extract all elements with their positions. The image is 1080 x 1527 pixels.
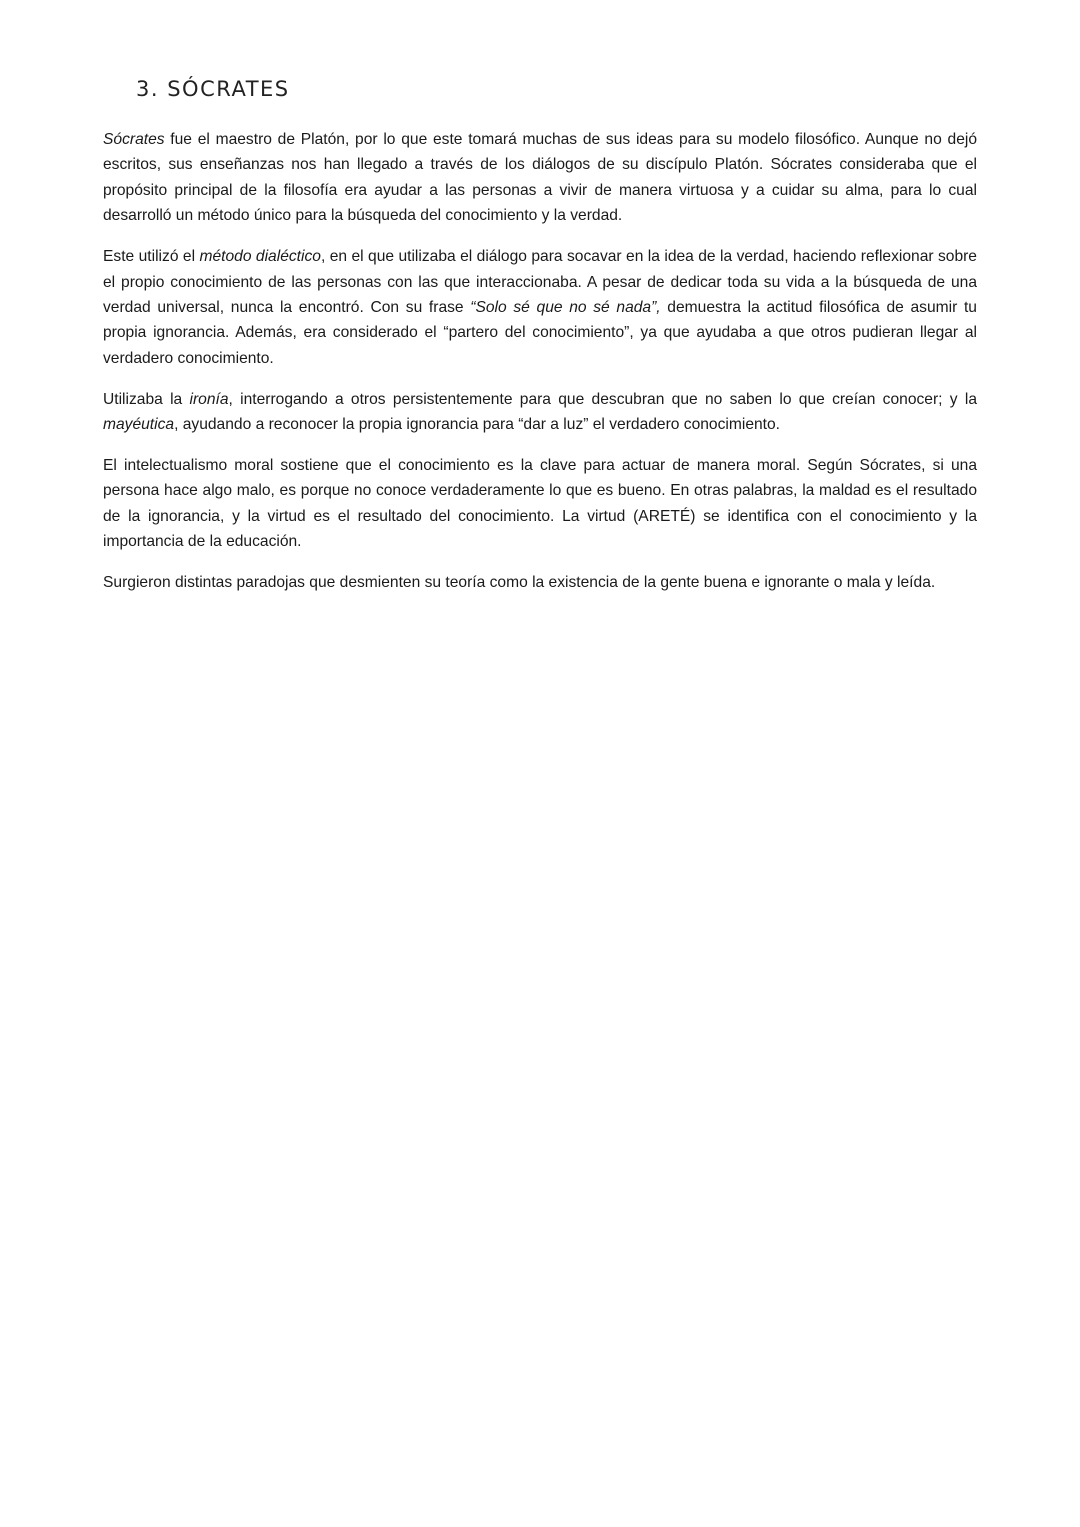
text-run: , en el que utilizaba el diálogo para socavar en la idea de la verdad, haciendo reflexionar sobre el propio conocimiento de las personas con las que interaccionaba. A pesar de dedicar toda su vida a la búsqueda de una verdad universal, nunca la encontró. Con su frase (103, 248, 977, 316)
paragraph (103, 570, 977, 595)
italic-text: Sócrates (103, 131, 165, 148)
paragraph (103, 453, 977, 555)
text-run: Surgieron distintas paradojas que desmienten su teoría como la existencia de la gente buena e ignorante o mala y leída. (103, 574, 936, 592)
italic-text: “Solo sé que no sé nada”, (470, 298, 661, 316)
text-run: , interrogando a otros persistentemente para que descubran que no saben lo que creían conocer; y la (228, 390, 977, 408)
paragraph (103, 244, 977, 371)
text-run: El intelectualismo moral sostiene que el conocimiento es la clave para actuar de manera moral. Según Sócrates, si una persona hace algo malo, es porque no conoce verdaderamente lo que es bueno. En otras palabras, la maldad es el resultado de la ignorancia, y la virtud es el resultado del conocimiento. La virtud (ARETÉ) se identifica con el conocimiento y la importancia de la educación. (103, 456, 977, 551)
paragraph (103, 387, 977, 438)
italic-text: método dialéctico (199, 248, 321, 266)
text-run: demuestra la actitud filosófica de asumir tu propia ignorancia. Además, era considerado el “partero del conocimiento”, ya que ayudaba a que otros pudieran llegar al verdadero conocimiento. (103, 298, 977, 367)
text-run: , ayudando a reconocer la propia ignorancia para “dar a luz” el verdadero conocimiento. (174, 416, 780, 434)
italic-text: mayéutica (103, 416, 175, 434)
italic-text: ironía (189, 390, 229, 408)
text-run: Utilizaba la (103, 390, 190, 408)
paragraph (103, 127, 977, 229)
text-run: fue el maestro de Platón, por lo que este tomará muchas de sus ideas para su modelo filosófico. Aunque no dejó escritos, sus enseñanzas nos han llegado a través de los diálogos de su discípulo Platón. Sócrates consideraba que el propósito principal de la filosofía era ayudar a las personas a vivir de manera virtuosa y a cuidar su alma, para lo cual desarrolló un método único para la búsqueda del conocimiento y la verdad. (103, 131, 977, 225)
document-body (103, 127, 977, 611)
section-heading: 3. SÓCRATES (136, 77, 290, 101)
text-run: Este utilizó el (103, 248, 200, 266)
